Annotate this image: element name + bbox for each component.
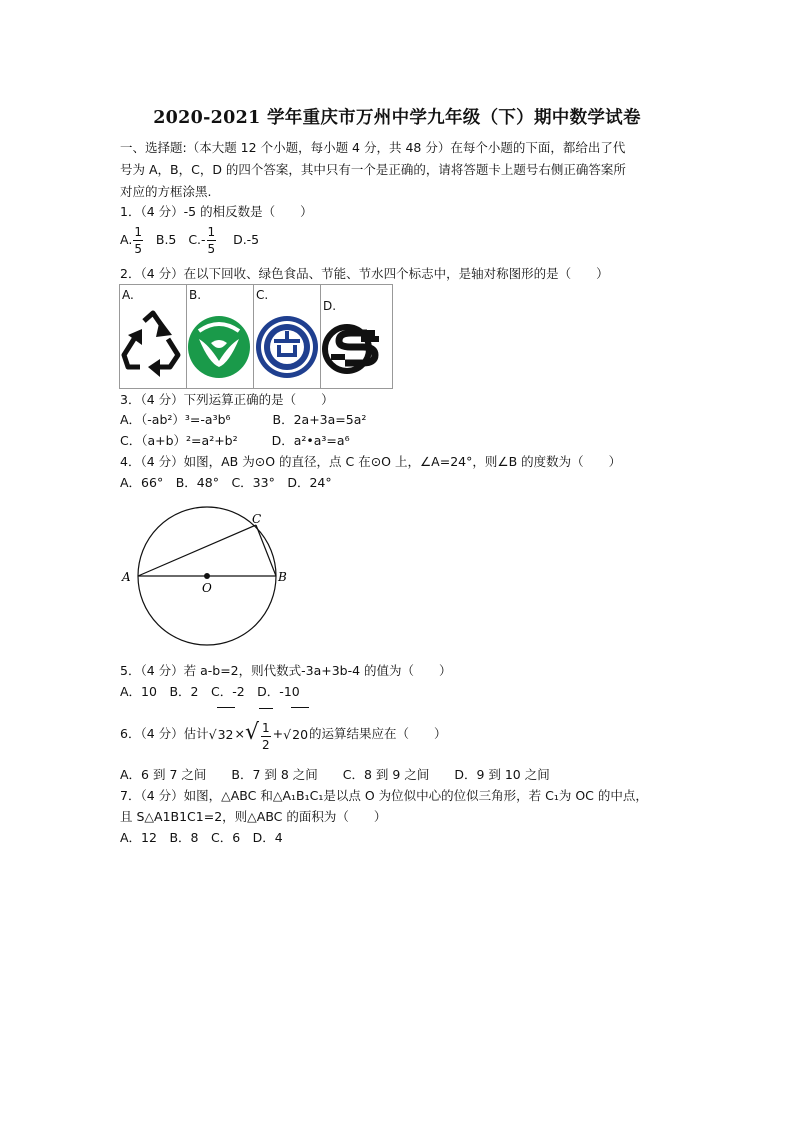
q6-sqrt-20: √20 (283, 707, 309, 762)
q4-chord-ac (138, 525, 256, 576)
recycle-icon (120, 309, 186, 385)
q4-options: A．66° B．48° C．33° D．24° (120, 475, 332, 490)
section-instructions-line2: 号为 A，B，C，D 的四个答案，其中只有一个是正确的，请将答题卡上题号右侧正确答案所 (120, 162, 626, 177)
q2-logo-table (119, 284, 393, 389)
q5-options: A．10 B．2 C．-2 D．-10 (120, 684, 300, 699)
q3-row2 (120, 432, 350, 450)
q3-option-c: C．（a+b）²=a²+b² (120, 433, 238, 448)
green-food-icon (187, 309, 253, 385)
q2-cell-b (187, 285, 254, 388)
q6-times: × (234, 726, 245, 741)
q3-option-d: D．a²•a³=a⁶ (271, 433, 350, 448)
q1-options (120, 223, 259, 257)
q6-sqrt-20-radicand: 20 (291, 707, 309, 762)
q4-circle-diagram (118, 505, 298, 655)
q7-line1: 7．（4 分）如图，△ABC 和△A₁B₁C₁是以点 O 为位似中心的位似三角形，若 C₁为 OC 的中点， (120, 788, 648, 803)
energy-saving-icon (254, 309, 320, 385)
q6-plus: + (272, 726, 284, 741)
water-saving-icon (321, 309, 392, 385)
q2-cell-d (321, 285, 392, 388)
q6-stem-suffix: 的运算结果应在（ ） (309, 726, 447, 741)
q3-option-a: A．（-ab²）³=-a³b⁶ (120, 412, 231, 427)
q1-c-numerator: 1 (207, 225, 216, 239)
q1-option-a-fraction (133, 224, 143, 257)
q4-chord-cb (256, 525, 276, 576)
q6-sqrt-32-radicand: 32 (217, 707, 235, 762)
q1-stem: 1．（4 分）-5 的相反数是（ ） (120, 204, 313, 219)
q1-option-d: D.-5 (233, 232, 260, 247)
q3-row1 (120, 411, 366, 429)
q1-a-numerator: 1 (134, 225, 142, 239)
q6-sqrt-fraction: √ $\frac{1}{2}$ (245, 706, 273, 763)
q2-stem: 2．（4 分）在以下回收、绿色食品、节能、节水四个标志中，是轴对称图形的是（ ） (120, 266, 609, 281)
q4-center-dot (204, 573, 210, 579)
q2-label-a: A. (122, 288, 134, 302)
q1-option-c-fraction (207, 224, 217, 257)
section-instructions-line1: 一、选择题:（本大题 12 个小题，每小题 4 分，共 48 分）在每个小题的下面，都给出了代 (120, 140, 626, 155)
q7-options: A．12 B．8 C．6 D．4 (120, 830, 283, 845)
q1-option-b: B.5 (155, 232, 177, 247)
q4-stem: 4．（4 分）如图，AB 为⊙O 的直径，点 C 在⊙O 上，∠A=24°，则∠B 的度数为（ ） (120, 454, 622, 469)
q4-point-o: O (202, 581, 212, 595)
q6-fraction (261, 720, 271, 753)
q2-label-b: B. (189, 288, 202, 302)
q2-cell-c (254, 285, 321, 388)
q3-option-b: B．2a+3a=5a² (272, 412, 367, 427)
q6-stem-prefix: 6．（4 分）估计 (120, 726, 209, 741)
q1-option-a-prefix: A. (120, 232, 133, 247)
q2-cell-a (120, 285, 187, 388)
q7-line2: 且 S△A1B1C1=2，则△ABC 的面积为（ ） (120, 809, 387, 824)
q4-point-b: B (278, 570, 287, 584)
q6-frac-numerator: 1 (262, 721, 270, 735)
q1-a-denominator: 5 (134, 242, 142, 256)
q4-point-c: C (252, 512, 262, 526)
q6-frac-denominator: 2 (262, 738, 270, 752)
section-instructions-line3: 对应的方框涂黑. (120, 184, 212, 199)
q1-c-denominator: 5 (207, 242, 216, 256)
q6-options: A．6 到 7 之间 B．7 到 8 之间 C．8 到 9 之间 D．9 到 10 之间 (120, 767, 550, 782)
q6-sqrt-32: √32 (209, 707, 235, 762)
q1-option-c-prefix: C.- (188, 232, 206, 247)
q3-stem: 3．（4 分）下列运算正确的是（ ） (120, 392, 334, 407)
q5-stem: 5．（4 分）若 a-b=2，则代数式-3a+3b-4 的值为（ ） (120, 663, 452, 678)
q6-stem (120, 706, 447, 763)
q2-label-d: D. (323, 299, 337, 313)
q4-point-a: A (122, 570, 131, 584)
q2-label-c: C. (256, 288, 269, 302)
page-title: 2020-2021 学年重庆市万州中学九年级（下）期中数学试卷 (153, 108, 641, 128)
